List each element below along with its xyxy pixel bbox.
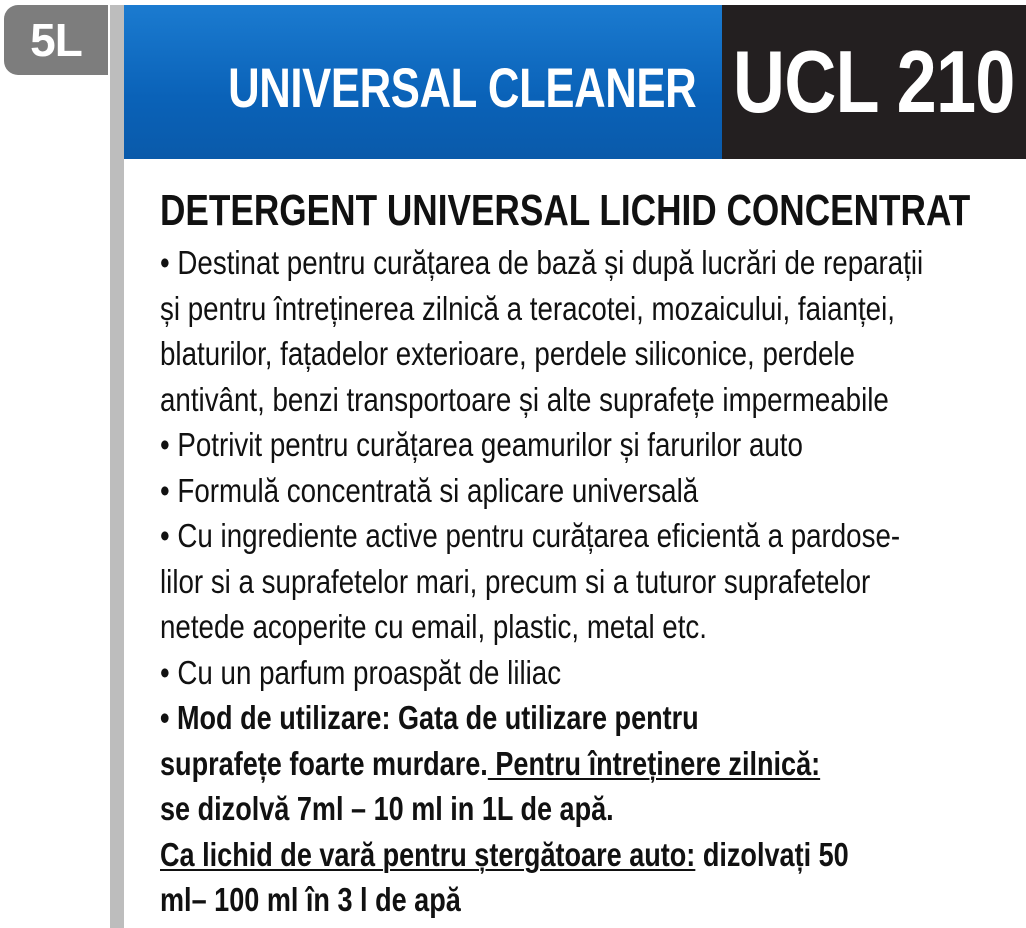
description-line: antivânt, benzi transportoare și alte suprafețe impermeabile [160, 380, 889, 418]
description-line: și pentru întreținerea zilnică a teracotei, mozaicului, faianței, [160, 289, 895, 327]
usage-text: suprafețe foarte murdare. [160, 744, 488, 782]
product-name-panel [124, 5, 722, 159]
description-line: • Cu ingrediente active pentru curățarea eficientă a pardose- [160, 517, 901, 554]
volume-badge: 5L [4, 5, 108, 75]
description-line: • Destinat pentru curățarea de bază și după lucrări de reparații [160, 244, 924, 281]
description-line: • Cu un parfum proaspăt de liliac [160, 653, 562, 691]
usage-text: dizolvați 50 [695, 835, 849, 873]
description-block [160, 240, 990, 923]
side-divider [110, 5, 124, 928]
usage-line [160, 741, 841, 787]
headline: DETERGENT UNIVERSAL LICHID CONCENTRAT [160, 186, 971, 235]
usage-underlined-text: Ca lichid de vară pentru ștergătoare auto: [160, 835, 696, 873]
product-banner [124, 5, 1026, 159]
description-line: • Potrivit pentru curățarea geamurilor și farurilor auto [160, 426, 803, 463]
usage-underlined-text: Pentru întreținere zilnică: [487, 744, 821, 782]
description-line: • Formulă concentrată si aplicare universală [160, 471, 699, 509]
description-line: lilor si a suprafetelor mari, precum si a tuturor suprafetelor [160, 562, 871, 600]
product-code: UCL 210 [733, 32, 1015, 131]
usage-line [160, 832, 849, 878]
description-line: netede acoperite cu email, plastic, metal etc. [160, 608, 707, 645]
usage-line: se dizolvă 7ml – 10 ml in 1L de apă. [160, 790, 614, 827]
usage-line: ml– 100 ml în 3 l de apă [160, 881, 461, 918]
product-code-panel [722, 5, 1026, 159]
usage-line: • Mod de utilizare: Gata de utilizare pentru [160, 699, 699, 736]
product-name: UNIVERSAL CLEANER [227, 55, 696, 119]
description-line: blaturilor, fațadelor exterioare, perdele siliconice, perdele [160, 335, 855, 372]
label-content [160, 184, 990, 923]
